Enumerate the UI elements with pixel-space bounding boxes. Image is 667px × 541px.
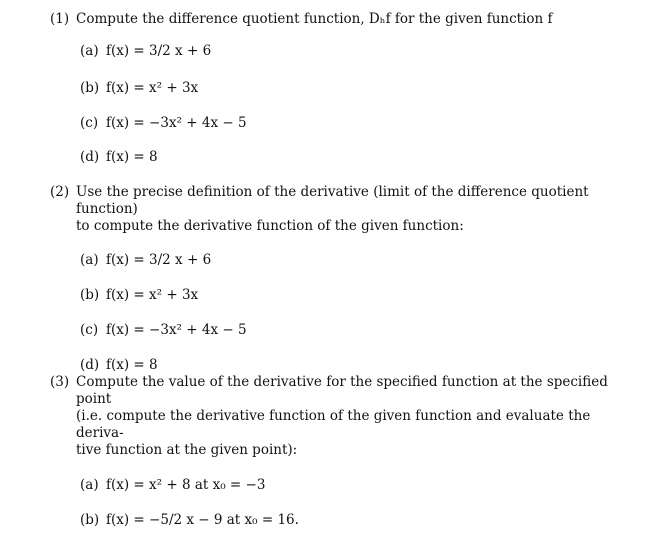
item-expression: f(x) = 3/2 x + 6 (106, 252, 212, 268)
item-label: (b) (80, 512, 100, 528)
item-label: (b) (80, 80, 100, 96)
problem-statement (76, 184, 615, 235)
item-expression: f(x) = −5/2 x − 9 at x₀ = 16. (106, 512, 299, 528)
item-c (80, 322, 247, 339)
problem-3 (50, 374, 615, 528)
problem-1 (50, 11, 615, 165)
statement-line-2: (i.e. compute the derivative function of the given function and evaluate the deriva- (76, 408, 591, 441)
problem-statement (76, 11, 615, 28)
item-expression: f(x) = 3/2 x + 6 (106, 43, 212, 59)
item-expression: f(x) = −3x² + 4x − 5 (106, 115, 247, 131)
item-expression: f(x) = x² + 3x (106, 80, 199, 96)
item-a (80, 477, 265, 494)
item-b (80, 512, 299, 529)
statement-line-2: to compute the derivative function of the given function: (76, 218, 464, 234)
item-expression: f(x) = x² + 8 at x₀ = −3 (106, 477, 266, 493)
problem-number: (3) (50, 374, 70, 390)
item-expression: f(x) = −3x² + 4x − 5 (106, 322, 247, 338)
item-d (80, 149, 158, 166)
statement-line-1: Use the precise definition of the derivative (limit of the difference quotient function) (76, 184, 589, 217)
item-a (80, 43, 211, 60)
item-label: (a) (80, 252, 99, 268)
item-label: (d) (80, 149, 100, 165)
item-d (80, 357, 158, 374)
item-label: (d) (80, 357, 100, 373)
item-b (80, 287, 198, 304)
statement-line-1: Compute the value of the derivative for the specified function at the specified point (76, 374, 608, 407)
item-label: (a) (80, 477, 99, 493)
item-expression: f(x) = 8 (106, 149, 158, 165)
problem-statement (76, 374, 615, 459)
item-c (80, 115, 247, 132)
item-label: (b) (80, 287, 100, 303)
problem-number: (1) (50, 11, 70, 27)
item-a (80, 252, 211, 269)
item-expression: f(x) = 8 (106, 357, 158, 373)
statement-line-3: tive function at the given point): (76, 442, 298, 458)
problem-2 (50, 184, 615, 373)
item-b (80, 80, 198, 97)
item-label: (c) (80, 322, 99, 338)
item-label: (a) (80, 43, 99, 59)
problem-number: (2) (50, 184, 70, 200)
statement-line-1: Compute the difference quotient function, Dₕf for the given function f (76, 11, 553, 27)
item-expression: f(x) = x² + 3x (106, 287, 199, 303)
item-label: (c) (80, 115, 99, 131)
